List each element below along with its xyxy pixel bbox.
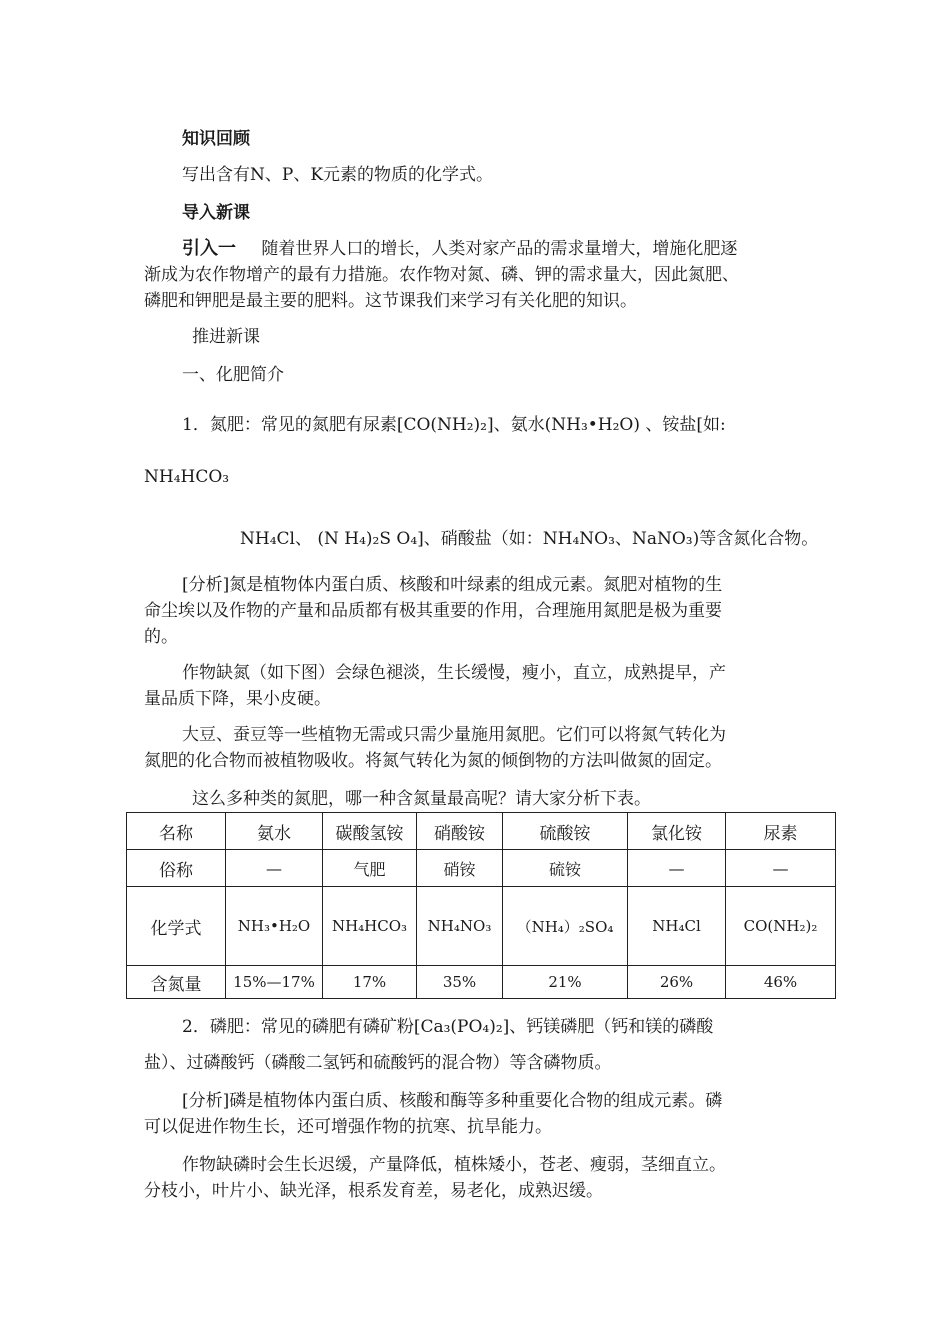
nitrogen-fix-line1: 大豆、蚕豆等一些植物无需或只需少量施用氮肥。它们可以将氮气转化为 bbox=[182, 725, 726, 745]
table-cell: — bbox=[628, 850, 726, 887]
nitrogen-fix-line2: 氮肥的化合物而被植物吸收。将氮气转化为氮的倾倒物的方法叫做氮的固定。 bbox=[144, 751, 722, 771]
phosphorus-line2: 盐）、过磷酸钙（磷酸二氢钙和硫酸钙的混合物）等含磷物质。 bbox=[144, 1053, 612, 1073]
table-cell: 名称 bbox=[127, 813, 226, 850]
table-cell: 硝酸铵 bbox=[417, 813, 503, 850]
nitrogen-line3: NH₄Cl、 (N H₄)₂S O₄]、硝酸盐（如：NH₄NO₃、NaNO₃)等含氮化合物。 bbox=[240, 529, 819, 549]
table-cell: NH₃•H₂O bbox=[226, 887, 323, 966]
table-cell: 35% bbox=[417, 966, 503, 999]
part1-heading: 一、化肥简介 bbox=[182, 365, 284, 385]
nitrogen-line2: NH₄HCO₃ bbox=[144, 467, 230, 487]
table-cell: NH₄NO₃ bbox=[417, 887, 503, 966]
table-cell: 化学式 bbox=[127, 887, 226, 966]
phosphorus-lack-line2: 分枝小，叶片小、缺光泽，根系发育差，易老化，成熟迟缓。 bbox=[144, 1181, 603, 1201]
phosphorus-lack-line1: 作物缺磷时会生长迟缓，产量降低，植株矮小，苍老、瘦弱，茎细直立。 bbox=[182, 1155, 726, 1175]
table-cell: 氯化铵 bbox=[628, 813, 726, 850]
table-row bbox=[127, 813, 836, 850]
table-cell: NH₄HCO₃ bbox=[323, 887, 417, 966]
table-cell: CO(NH₂)₂ bbox=[726, 887, 836, 966]
review-heading: 知识回顾 bbox=[182, 129, 250, 149]
nitrogen-analysis-line2: 命尘埃以及作物的产量和品质都有极其重要的作用，合理施用氮肥是极为重要 bbox=[144, 601, 722, 621]
table-row bbox=[127, 850, 836, 887]
table-cell: 15%—17% bbox=[226, 966, 323, 999]
table-cell: 17% bbox=[323, 966, 417, 999]
review-text: 写出含有N、P、K元素的物质的化学式。 bbox=[182, 165, 494, 185]
intro-label: 引入一 bbox=[182, 238, 236, 259]
intro-line2: 渐成为农作物增产的最有力措施。农作物对氮、磷、钾的需求量大，因此氮肥、 bbox=[144, 265, 739, 285]
table-cell: 尿素 bbox=[726, 813, 836, 850]
phosphorus-analysis-line1: [分析]磷是植物体内蛋白质、核酸和酶等多种重要化合物的组成元素。磷 bbox=[182, 1091, 723, 1111]
intro-line1: 随着世界人口的增长，人类对家产品的需求量增大，增施化肥逐 bbox=[261, 239, 738, 259]
table-cell: 硫铵 bbox=[503, 850, 628, 887]
nitrogen-question: 这么多种类的氮肥，哪一种含氮量最高呢？请大家分析下表。 bbox=[192, 789, 651, 809]
table-cell: 氨水 bbox=[226, 813, 323, 850]
nitrogen-analysis-line3: 的。 bbox=[144, 627, 178, 647]
table-cell: （NH₄）₂SO₄ bbox=[503, 887, 628, 966]
table-cell: 硝铵 bbox=[417, 850, 503, 887]
table-cell: 含氮量 bbox=[127, 966, 226, 999]
intro-heading: 导入新课 bbox=[182, 203, 250, 223]
table-cell: 46% bbox=[726, 966, 836, 999]
table-cell: 气肥 bbox=[323, 850, 417, 887]
table-cell: 21% bbox=[503, 966, 628, 999]
table-cell: 26% bbox=[628, 966, 726, 999]
table-row bbox=[127, 966, 836, 999]
phosphorus-line1: 2．磷肥：常见的磷肥有磷矿粉[Ca₃(PO₄)₂]、钙镁磷肥（钙和镁的磷酸 bbox=[182, 1017, 714, 1037]
intro-line3: 磷肥和钾肥是最主要的肥料。这节课我们来学习有关化肥的知识。 bbox=[144, 291, 637, 311]
nitrogen-fertilizer-table bbox=[126, 812, 836, 999]
nitrogen-lack-line1: 作物缺氮（如下图）会绿色褪淡，生长缓慢，瘦小，直立，成熟提早，产 bbox=[182, 663, 726, 683]
table-cell: 硫酸铵 bbox=[503, 813, 628, 850]
table-cell: — bbox=[726, 850, 836, 887]
table-cell: 俗称 bbox=[127, 850, 226, 887]
phosphorus-analysis-line2: 可以促进作物生长，还可增强作物的抗寒、抗旱能力。 bbox=[144, 1117, 552, 1137]
nitrogen-analysis-line1: [分析]氮是植物体内蛋白质、核酸和叶绿素的组成元素。氮肥对植物的生 bbox=[182, 575, 723, 595]
table-cell: NH₄Cl bbox=[628, 887, 726, 966]
table-cell: — bbox=[226, 850, 323, 887]
advance-heading: 推进新课 bbox=[192, 327, 260, 347]
table-row bbox=[127, 887, 836, 966]
nitrogen-line1: 1．氮肥：常见的氮肥有尿素[CO(NH₂)₂]、氨水(NH₃•H₂O) 、铵盐[如: bbox=[182, 415, 726, 435]
intro-paragraph-line1 bbox=[182, 238, 737, 260]
table-cell: 碳酸氢铵 bbox=[323, 813, 417, 850]
nitrogen-lack-line2: 量品质下降，果小皮硬。 bbox=[144, 689, 331, 709]
